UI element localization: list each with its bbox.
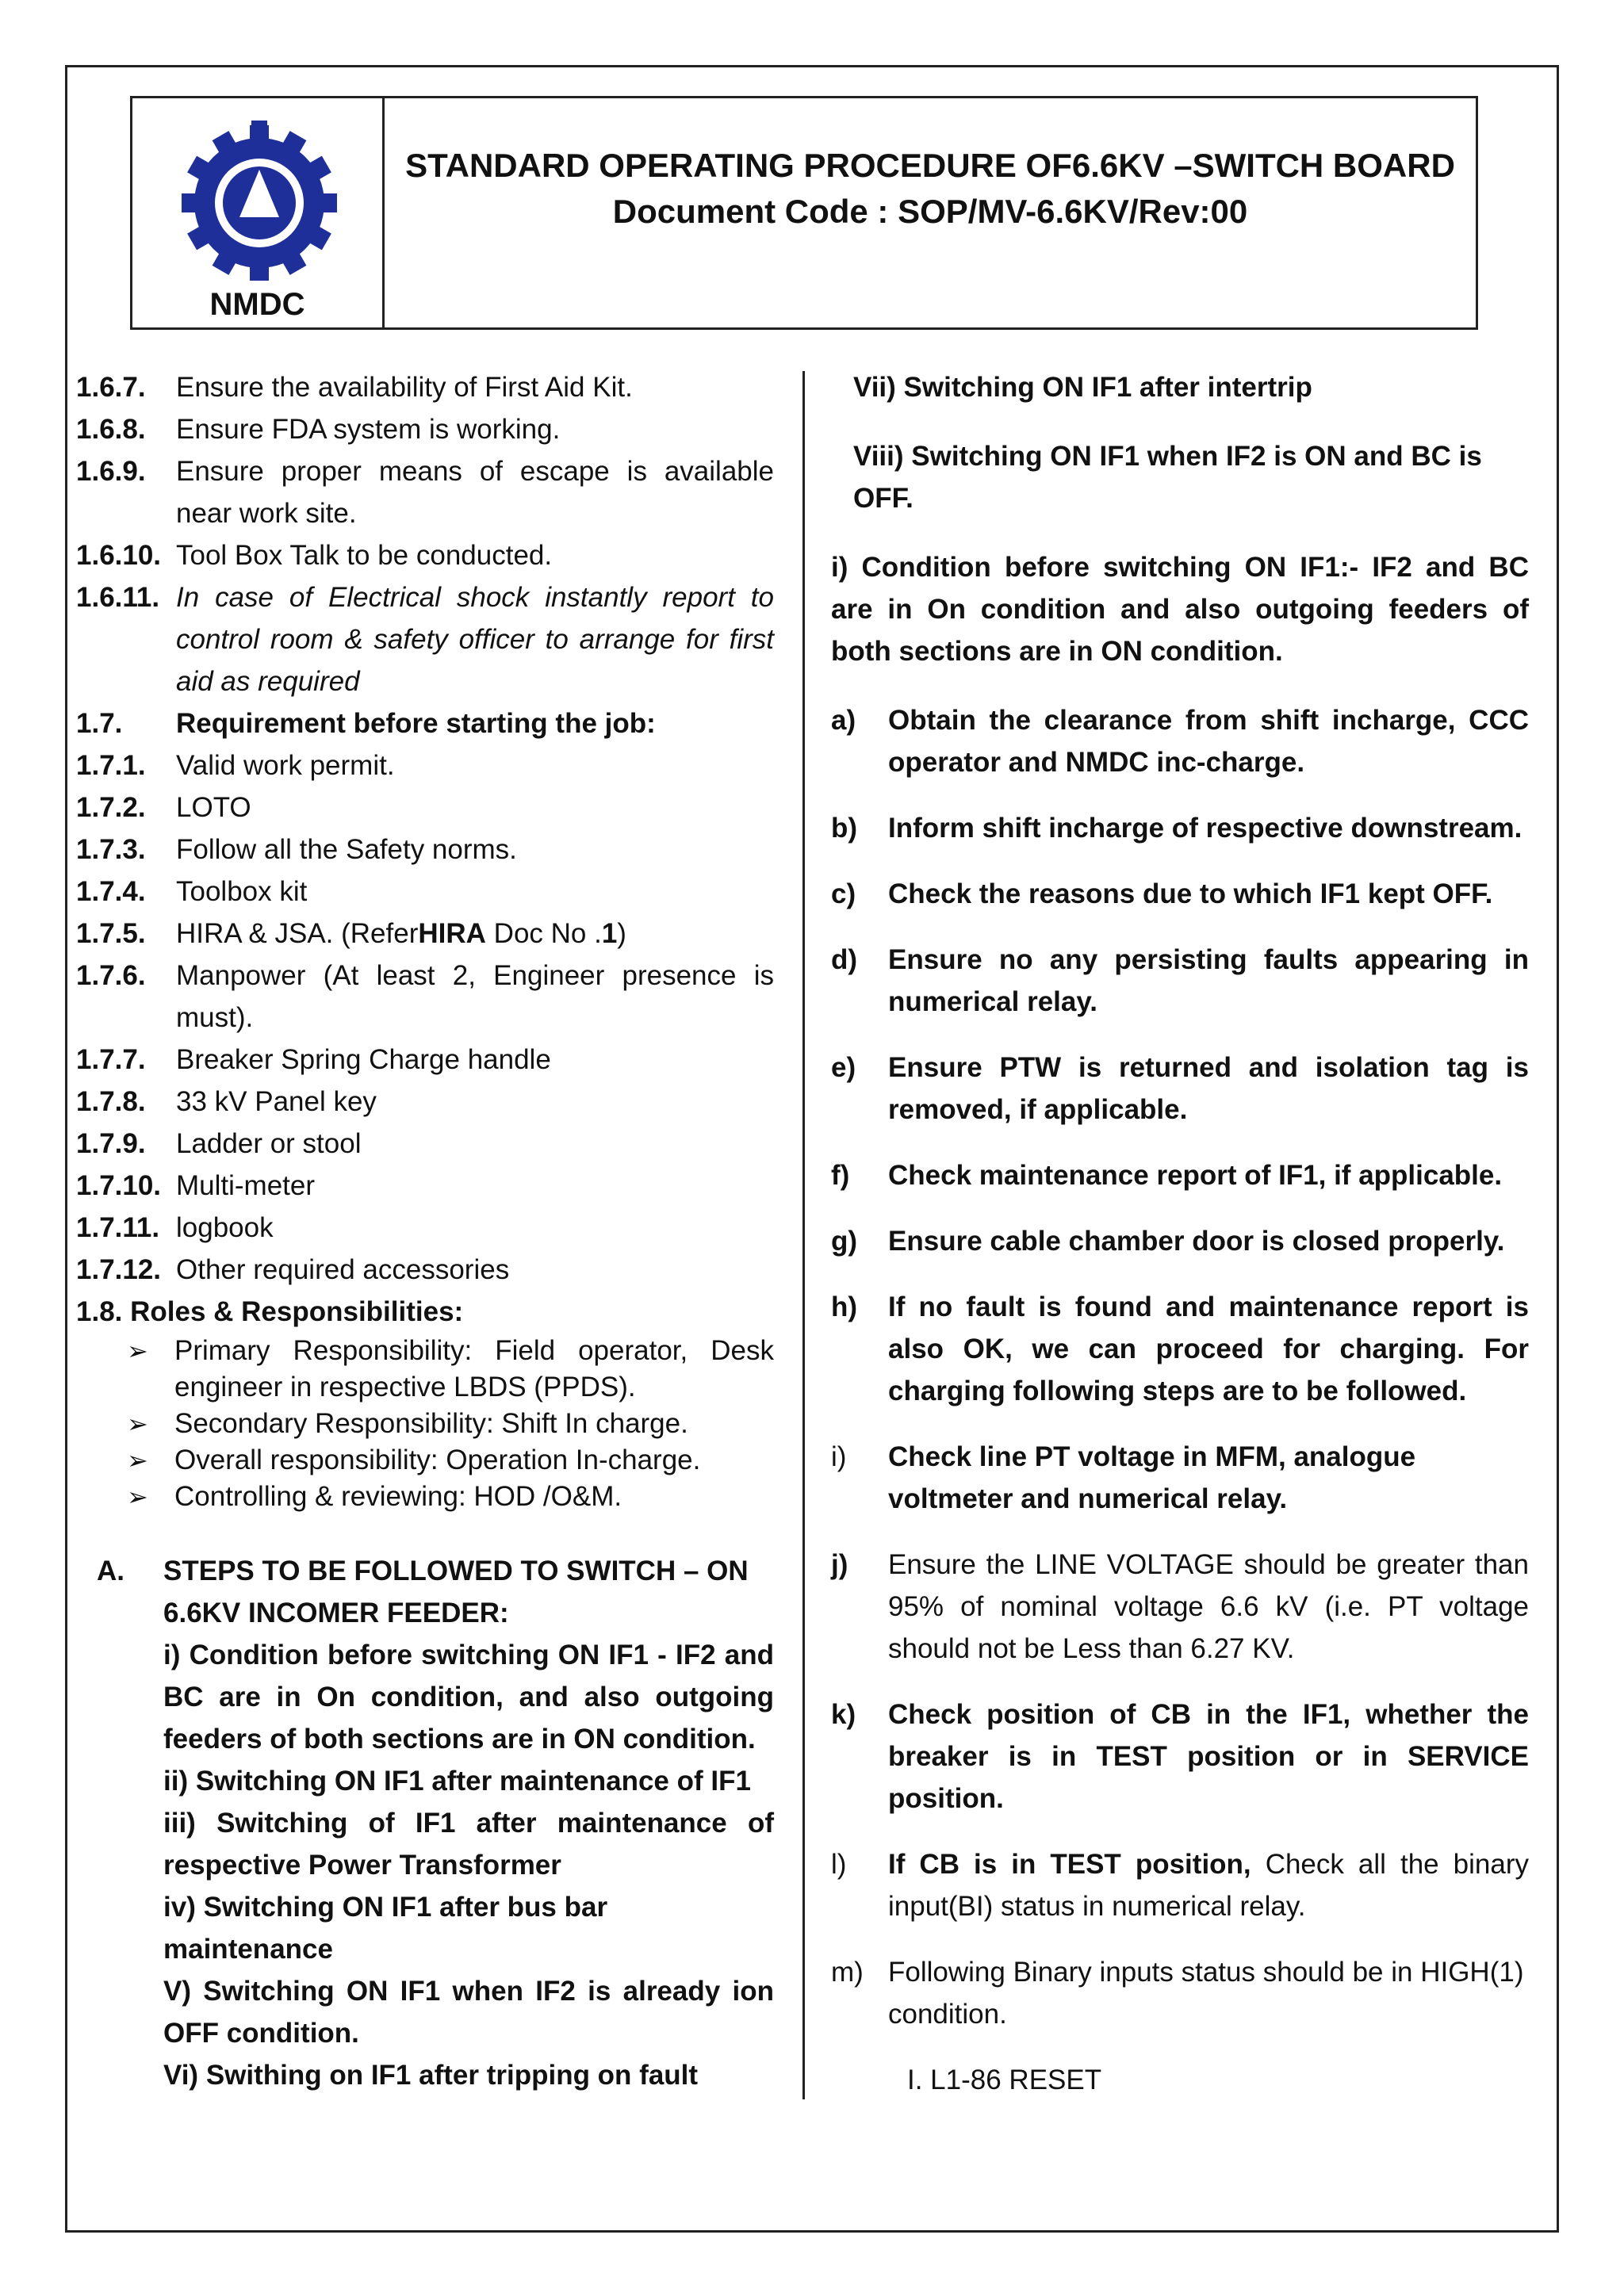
sub-item: V) Switching ON IF1 when IF2 is already ion OFF condition. bbox=[163, 1976, 774, 2049]
step-item: a) Obtain the clearance from shift incharge, CCC operator and NMDC inc-charge. bbox=[831, 705, 1529, 778]
requirement-heading: 1.7. Requirement before starting the job: bbox=[76, 708, 656, 739]
nmdc-logo bbox=[164, 114, 354, 289]
step-item: d) Ensure no any persisting faults appearing in numerical relay. bbox=[831, 944, 1529, 1017]
step-item: h) If no fault is found and maintenance report is also OK, we can proceed for charging. For charging following steps are to be followed. bbox=[831, 1292, 1529, 1406]
step-item: l) If CB is in TEST position, Check all the binary input(BI) status in numerical relay. bbox=[831, 1849, 1529, 1922]
bullet-item: ➢ Secondary Responsibility: Shift In charge. bbox=[76, 1406, 774, 1442]
left-column bbox=[76, 366, 774, 2096]
list-item: 1.7.8. 33 kV Panel key bbox=[76, 1086, 377, 1117]
list-item: 1.7.3. Follow all the Safety norms. bbox=[76, 834, 517, 865]
document-header bbox=[130, 96, 1478, 330]
list-item: 1.6.10. Tool Box Talk to be conducted. bbox=[76, 540, 553, 571]
list-item: 1.7.5. HIRA & JSA. (ReferHIRA Doc No .1) bbox=[76, 918, 626, 949]
condition-paragraph: i) Condition before switching ON IF1:- IF2 and BC are in On condition and also outgoing feeders of both sections are in ON condition. bbox=[831, 552, 1529, 667]
step-item: g) Ensure cable chamber door is closed properly. bbox=[831, 1226, 1505, 1257]
list-item: 1.6.8. Ensure FDA system is working. bbox=[76, 414, 561, 445]
arrow-bullet-icon: ➢ bbox=[127, 1337, 148, 1365]
list-item: 1.7.6. Manpower (At least 2, Engineer presence is must). bbox=[76, 960, 774, 1033]
step-item: i) Check line PT voltage in MFM, analogue voltmeter and numerical relay. bbox=[831, 1441, 1416, 1514]
list-item: 1.7.10. Multi-meter bbox=[76, 1170, 316, 1201]
right-column bbox=[831, 366, 1529, 2101]
sub-item: ii) Switching ON IF1 after maintenance of IF1 bbox=[163, 1766, 751, 1797]
sub-item: iii) Switching of IF1 after maintenance of respective Power Transformer bbox=[163, 1808, 774, 1881]
list-item: 1.7.2. LOTO bbox=[76, 792, 251, 823]
section-title: STEPS TO BE FOLLOWED TO SWITCH – ON 6.6KV INCOMER FEEDER: bbox=[163, 1556, 749, 1628]
step-item: b) Inform shift incharge of respective downstream. bbox=[831, 813, 1522, 844]
sub-heading: Vii) Switching ON IF1 after intertrip bbox=[853, 372, 1312, 403]
sub-item: i) Condition before switching ON IF1 - IF2 and BC are in On condition, and also outgoing feeders of both sections are in ON condition. bbox=[163, 1640, 774, 1755]
list-item: 1.7.1. Valid work permit. bbox=[76, 750, 395, 781]
bullet-item: ➢ Controlling & reviewing: HOD /O&M. bbox=[76, 1479, 774, 1515]
list-item: 1.7.7. Breaker Spring Charge handle bbox=[76, 1044, 551, 1075]
document-title: STANDARD OPERATING PROCEDURE OF6.6KV –SWITCH BOARD bbox=[405, 147, 1455, 184]
list-item: 1.7.4. Toolbox kit bbox=[76, 876, 308, 907]
arrow-bullet-icon: ➢ bbox=[127, 1446, 148, 1475]
step-item: e) Ensure PTW is returned and isolation tag is removed, if applicable. bbox=[831, 1052, 1529, 1125]
column-divider bbox=[802, 371, 805, 2099]
step-item: k) Check position of CB in the IF1, whether the breaker is in TEST position or in SERVICE position. bbox=[831, 1699, 1529, 1814]
logo-text: NMDC bbox=[209, 287, 305, 322]
section-a: A. STEPS TO BE FOLLOWED TO SWITCH – ON 6.6KV INCOMER FEEDER: i) Condition before switching ON IF1 - IF2 and BC are in On condition, and also outgoing feeders of both sections are in ON condition. ii) Switching ON IF1 after maintenance of IF1 iii) Switching of IF1 after maintenance of respective Power Transformer iv) Switching ON IF1 after bus bar maintenance V) Switching ON IF1 when IF2 is already ion OFF condition. Vi) Swithing on IF1 after tripping on fault bbox=[76, 1550, 774, 2096]
list-item: 1.7.12. Other required accessories bbox=[76, 1254, 510, 1285]
step-item: c) Check the reasons due to which IF1 kept OFF. bbox=[831, 878, 1493, 909]
list-item: 1.6.9. Ensure proper means of escape is available near work site. bbox=[76, 456, 774, 529]
bullet-item: ➢ Primary Responsibility: Field operator, Desk engineer in respective LBDS (PPDS). bbox=[76, 1333, 774, 1406]
document-code: Document Code : SOP/MV-6.6KV/Rev:00 bbox=[612, 193, 1248, 230]
sub-item: iv) Switching ON IF1 after bus bar maintenance bbox=[163, 1892, 608, 1965]
list-item: 1.6.7. Ensure the availability of First Aid Kit. bbox=[76, 372, 633, 403]
sub-item: Vi) Swithing on IF1 after tripping on fault bbox=[163, 2060, 699, 2091]
step-item: f) Check maintenance report of IF1, if applicable. bbox=[831, 1160, 1503, 1191]
list-item: 1.7.9. Ladder or stool bbox=[76, 1128, 362, 1159]
binary-input-item: I. L1-86 RESET bbox=[907, 2064, 1102, 2095]
header-title-block bbox=[385, 143, 1476, 235]
step-item: j) Ensure the LINE VOLTAGE should be greater than 95% of nominal voltage 6.6 kV (i.e. PT voltage should not be Less than 6.27 KV. bbox=[831, 1549, 1529, 1664]
list-item: 1.7.11. logbook bbox=[76, 1212, 274, 1243]
arrow-bullet-icon: ➢ bbox=[127, 1483, 148, 1511]
roles-heading: 1.8. Roles & Responsibilities: bbox=[76, 1296, 464, 1327]
step-item: m) Following Binary inputs status should be in HIGH(1) condition. bbox=[831, 1957, 1524, 2030]
sub-heading: Viii) Switching ON IF1 when IF2 is ON and BC is OFF. bbox=[853, 441, 1482, 514]
bullet-item: ➢ Overall responsibility: Operation In-charge. bbox=[76, 1442, 774, 1479]
list-item: 1.6.11. In case of Electrical shock instantly report to control room & safety officer to arrange for first aid as required bbox=[76, 582, 774, 697]
arrow-bullet-icon: ➢ bbox=[127, 1410, 148, 1438]
